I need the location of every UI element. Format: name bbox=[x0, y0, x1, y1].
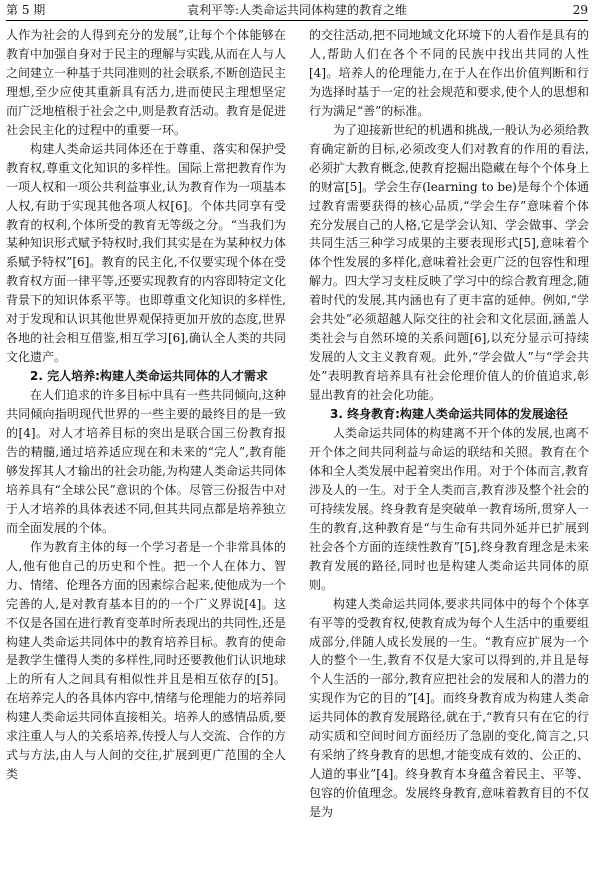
paragraph: 构建人类命运共同体,要求共同体中的每个个体享有平等的受教育权,使教育成为每个人生活中的重要组成部分,伴随人成长发展的一生。“教育应扩展为一个人的整个一生,教育不仅是大家可以得到的,并且是每个人生活的一部分,教育应把社会的发展和人的潜力的实现作为它的目的”[4]。而终身教育成为构建人类命运共同体的教育发展路径,就在于,“教育只有在它的行动实质和空间时间方面经历了急剧的变化,简言之,只有采纳了终身教育的思想,才能变成有效的、公正的、人道的事业”[4]。终身教育本身蕴含着民主、平等、包容的价值理念。发展终身教育,意味着教育目的不仅是为 bbox=[309, 596, 589, 820]
paragraph: 人作为社会的人得到充分的发展”,让每个个体能够在教育中加强自身对于民主的理解与实践,从而在人与人之间建立一种基于共同准则的社会联系,不断创造民主理想,至少应使其重新具有活力,进而使民主理想坚定而广泛地植根于社会之中,则是教育活动。教育是促进社会民主化的过程中的重要一环。 bbox=[6, 28, 286, 137]
paragraph: 的交往活动,把不同地域文化环境下的人看作是具有的人,帮助人们在各个不同的民族中找出共同的人性[4]。培养人的伦理能力,在于人在作出价值判断和行为选择时基于一定的社会规范和要求,使个人的思想和行为满足“善”的标准。 bbox=[309, 28, 589, 118]
running-header bbox=[6, 0, 588, 21]
paragraph: 在人们追求的许多目标中具有一些共同倾向,这种共同倾向指明现代世界的一些主要的最终目的是一致的[4]。对人才培养目标的突出是联合国三份教育报告的精髓,通过培养适应现在和未来的“完人”,教育能够发挥其人才输出的社会功能,为构建人类命运共同体培养具有“全球公民”意识的个体。尽管三份报告中对于人才培养的具体表述不同,但其共同点都是培养独立而全面发展的个体。 bbox=[6, 388, 286, 535]
issue-number: 第 5 期 bbox=[6, 3, 46, 17]
page-number: 29 bbox=[572, 3, 588, 17]
paragraph: 作为教育主体的每一个学习者是一个非常具体的人,他有他自己的历史和个性。把一个人在体力、智力、情绪、伦理各方面的因素综合起来,使他成为一个完善的人,是对教育基本目的的一个广义界说[4]。这不仅是各国在进行教育变革时所表现出的共同性,还是构建人类命运共同体中的教育培养目标。教育的使命是教学生懂得人类的多样性,同时还要教他们认识地球上的所有人之间具有相似性并且是相互依存的[5]。在培养完人的各具体内容中,情绪与伦理能力的培养同构建人类命运共同体直接相关。培养人的感情品质,要求注重人与人的关系培养,传授人与人交流、合作的方式与方法,由人与人间的交往,扩展到更广范围的全人类 bbox=[6, 539, 286, 782]
paragraph: 为了迎接新世纪的机遇和挑战,一般认为必须给教育确定新的目标,必须改变人们对教育的作用的看法,必须扩大教育概念,使教育挖掘出隐藏在每个个体身上的财富[5]。学会生存(learning to be)是每个个体通过教育需要获得的核心品质,“学会生存”意味着个体充分发展自己的人格,它是学会认知、学会做事、学会共同生活三种学习成果的主要表现形式[5],意味着个体个性发展的多样化,意味着社会更广泛的包容性和理解力。四大学习支柱反映了学习中的综合教育理念,随着时代的发展,其内涵也有了更丰富的延伸。例如,“学会共处”必须超越人际交往的社会和文化层面,涵盖人类社会与自然环境的关系问题[6],以充分显示可持续发展的人文主义教育观。此外,“学会做人”与“学会共处”表明教育培养具有社会伦理价值人的价值追求,彰显出教育的社会化功能。 bbox=[309, 122, 589, 403]
section-heading: 2. 完人培养:构建人类命运共同体的人才需求 bbox=[30, 369, 268, 384]
paragraph: 人类命运共同体的构建离不开个体的发展,也离不开个体之间共同利益与命运的联结和关照。教育在个体和全人类发展中起着突出作用。对于个体而言,教育涉及人的一生。对于全人类而言,教育涉及整个社会的可持续发展。终身教育是突破单一教育场所,贯穿人一生的教育,这种教育是“与生命有共同外延并已扩展到社会各个方面的连续性教育”[5],终身教育理念是未来教育发展的路径,同时也是构建人类命运共同体的原则。 bbox=[309, 426, 589, 592]
paragraph: 构建人类命运共同体还在于尊重、落实和保护受教育权,尊重文化知识的多样性。国际上常把教育作为一项人权和一项公共利益事业,认为教育作为一项基本人权,有助于实现其他各项人权[6]。个体共同享有受教育的权利,个体所受的教育无等级之分。“当我们为某种知识形式赋予特权时,我们其实是在为某种权力体系赋予特权”[6]。教育的民主化,不仅要实现个体在受教育权方面一律平等,还要实现教育的内容即特定文化背景下的知识体系平等。也即尊重文化知识的多样性,对于发现和认识其他世界观保持更加开放的态度,世界各地的社会相互借鉴,相互学习[6],确认全人类的共同文化遗产。 bbox=[6, 141, 286, 365]
right-column bbox=[309, 26, 589, 874]
section-heading: 3. 终身教育:构建人类命运共同体的发展途径 bbox=[330, 407, 568, 422]
left-column bbox=[6, 26, 286, 874]
running-title: 袁利平等:人类命运共同体构建的教育之维 bbox=[186, 3, 408, 17]
